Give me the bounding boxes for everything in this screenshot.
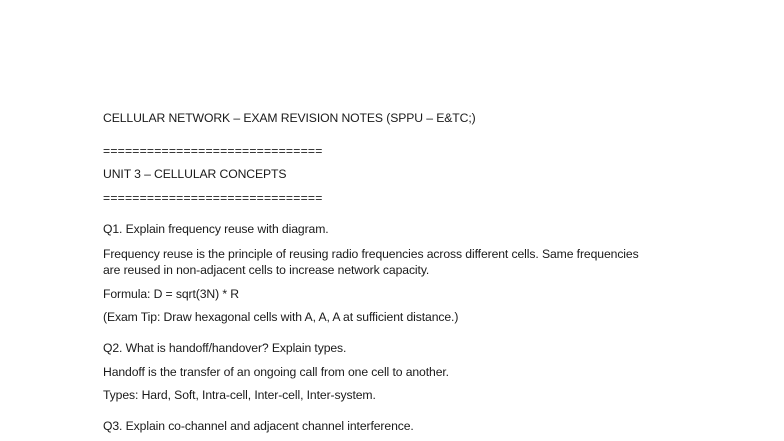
q1-question: Q1. Explain frequency reuse with diagram.	[103, 222, 329, 236]
q1-answer: Frequency reuse is the principle of reusing radio frequencies across different cells. Same frequencies are reused in non-adjacent cells to increase network capacity.	[103, 247, 639, 277]
q2-question: Q2. What is handoff/handover? Explain types.	[103, 341, 347, 355]
q1-formula: Formula: D = sqrt(3N) * R	[103, 287, 239, 301]
q3-question: Q3. Explain co-channel and adjacent channel interference.	[103, 419, 414, 433]
q2-answer: Handoff is the transfer of an ongoing call from one cell to another.	[103, 365, 449, 379]
q1-exam-tip: (Exam Tip: Draw hexagonal cells with A, A, A at sufficient distance.)	[103, 310, 459, 324]
divider-top: ==============================	[103, 144, 323, 158]
unit-heading: UNIT 3 – CELLULAR CONCEPTS	[103, 167, 287, 181]
q2-types: Types: Hard, Soft, Intra-cell, Inter-cell, Inter-system.	[103, 388, 376, 402]
divider-bottom: ==============================	[103, 191, 323, 205]
document-title: CELLULAR NETWORK – EXAM REVISION NOTES (SPPU – E&TC;)	[103, 111, 476, 125]
